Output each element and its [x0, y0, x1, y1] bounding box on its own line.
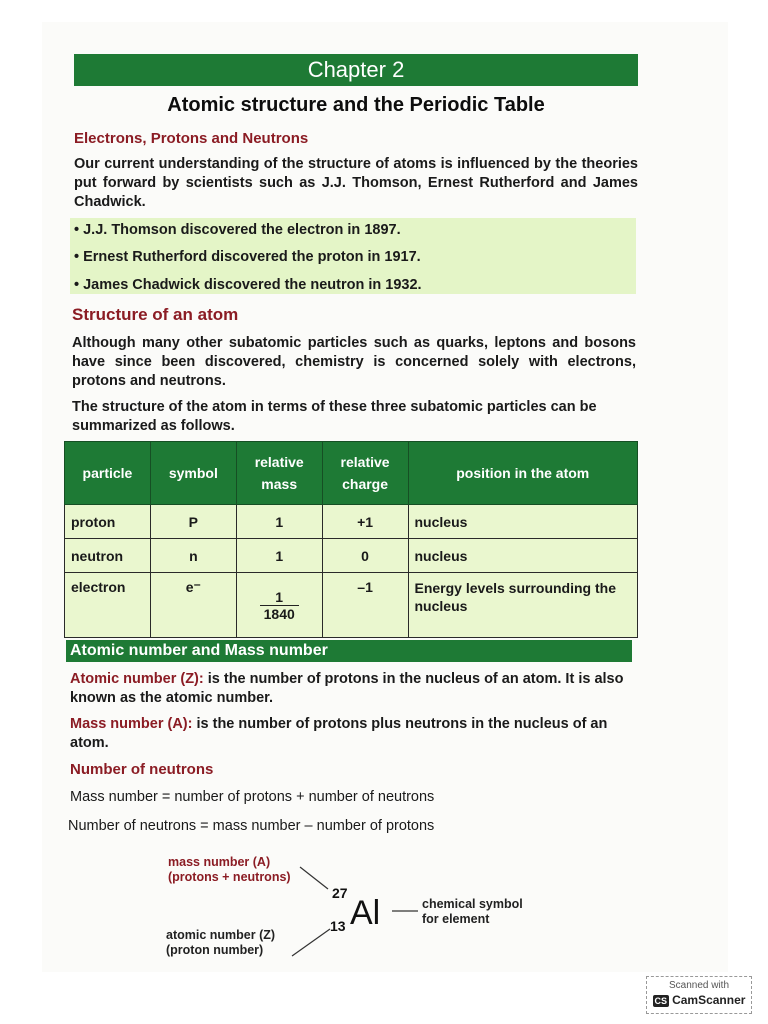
- mass-fraction: [260, 589, 299, 622]
- mass-number-label: [168, 855, 291, 885]
- neutrons-heading: Number of neutrons: [70, 761, 214, 778]
- cell-charge: –1: [322, 573, 408, 638]
- mass-number-term: Mass number (A):: [70, 716, 193, 732]
- list-item: • James Chadwick discovered the neutron in 1932.: [74, 277, 422, 293]
- cell-symbol: n: [150, 539, 236, 573]
- neutron-equation: Number of neutrons = mass number – number of protons: [68, 818, 435, 834]
- cell-symbol: P: [150, 505, 236, 539]
- particle-table: [64, 441, 638, 638]
- mass-number-equation: Mass number = number of protons + number of neutrons: [70, 789, 435, 805]
- table-header-row: [65, 442, 638, 505]
- bullet-text: James Chadwick discovered the neutron in 1932.: [83, 277, 422, 293]
- atomic-number-term: Atomic number (Z):: [70, 671, 204, 687]
- table-row: [65, 573, 638, 638]
- structure-paragraph: Although many other subatomic particles such as quarks, leptons and bosons have since been discovered, chemistry is concerned solely with electrons, protons and neutrons.: [72, 335, 636, 389]
- mass-label-line2: (protons + neutrons): [168, 870, 291, 884]
- atomic-pointer-line: [292, 929, 330, 956]
- watermark-brand: CamScanner: [672, 993, 746, 1007]
- cell-position: nucleus: [408, 505, 638, 539]
- cell-position: Energy levels surrounding the nucleus: [408, 573, 638, 638]
- atomic-label-line1: atomic number (Z): [166, 928, 276, 942]
- page-title: Atomic structure and the Periodic Table: [167, 94, 545, 116]
- chemical-symbol-label: [422, 897, 523, 927]
- chem-label-line1: chemical symbol: [422, 897, 523, 911]
- header-relative-charge: relative charge: [322, 442, 408, 505]
- table-row: [65, 539, 638, 573]
- fraction-numerator: 1: [260, 589, 299, 606]
- cell-charge: +1: [322, 505, 408, 539]
- cell-particle: neutron: [65, 539, 151, 573]
- atomic-number-text: is the number of protons in the nucleus of an atom. It is also known as the atomic number.: [70, 671, 624, 706]
- intro-paragraph: Our current understanding of the structure of atoms is influenced by the theories put forward by scientists such as J.J. Thomson, Ernest Rutherford and James Chadwick.: [74, 156, 638, 210]
- header-particle: particle: [65, 442, 151, 505]
- header-symbol: symbol: [150, 442, 236, 505]
- cell-particle: electron: [65, 573, 151, 638]
- mass-number-definition: [70, 715, 632, 753]
- watermark-line1: Scanned with: [668, 980, 730, 991]
- mass-number-value: 27: [332, 885, 348, 901]
- discovery-list: [70, 218, 636, 294]
- cell-mass: 1: [236, 539, 322, 573]
- camscanner-logo-icon: CS: [654, 996, 668, 1006]
- cell-particle: proton: [65, 505, 151, 539]
- bullet-text: Ernest Rutherford discovered the proton in 1917.: [83, 249, 421, 265]
- section-heading-structure: Structure of an atom: [72, 305, 239, 324]
- cell-mass: 1: [236, 505, 322, 539]
- cell-position: nucleus: [408, 539, 638, 573]
- mass-label-line1: mass number (A): [168, 855, 271, 869]
- header-position: position in the atom: [408, 442, 638, 505]
- bullet-text: J.J. Thomson discovered the electron in 1897.: [83, 222, 401, 238]
- atomic-number-label: [166, 928, 275, 958]
- atomic-label-line2: (proton number): [166, 943, 264, 957]
- section-banner-atomic-number: Atomic number and Mass number: [66, 640, 632, 662]
- cell-charge: 0: [322, 539, 408, 573]
- header-relative-mass: relative mass: [236, 442, 322, 505]
- cell-mass: [236, 573, 322, 638]
- chem-label-line2: for element: [422, 912, 490, 926]
- atomic-number-value: 13: [330, 918, 346, 934]
- watermark-line2: [647, 993, 751, 1007]
- atomic-number-definition: [70, 670, 632, 708]
- element-symbol: Al: [350, 894, 381, 932]
- section-heading-particles: Electrons, Protons and Neutrons: [74, 130, 309, 147]
- list-item: • J.J. Thomson discovered the electron in 1897.: [74, 222, 401, 238]
- mass-pointer-line: [300, 867, 328, 889]
- camscanner-watermark: [646, 976, 752, 1014]
- list-item: • Ernest Rutherford discovered the proton in 1917.: [74, 249, 421, 265]
- mass-number-text: is the number of protons plus neutrons in the nucleus of an atom.: [70, 716, 608, 751]
- chapter-banner: Chapter 2: [74, 54, 638, 86]
- table-row: [65, 505, 638, 539]
- summary-paragraph: The structure of the atom in terms of these three subatomic particles can be summarized as follows.: [72, 399, 597, 434]
- fraction-denominator: 1840: [263, 605, 295, 622]
- cell-symbol: e⁻: [150, 573, 236, 638]
